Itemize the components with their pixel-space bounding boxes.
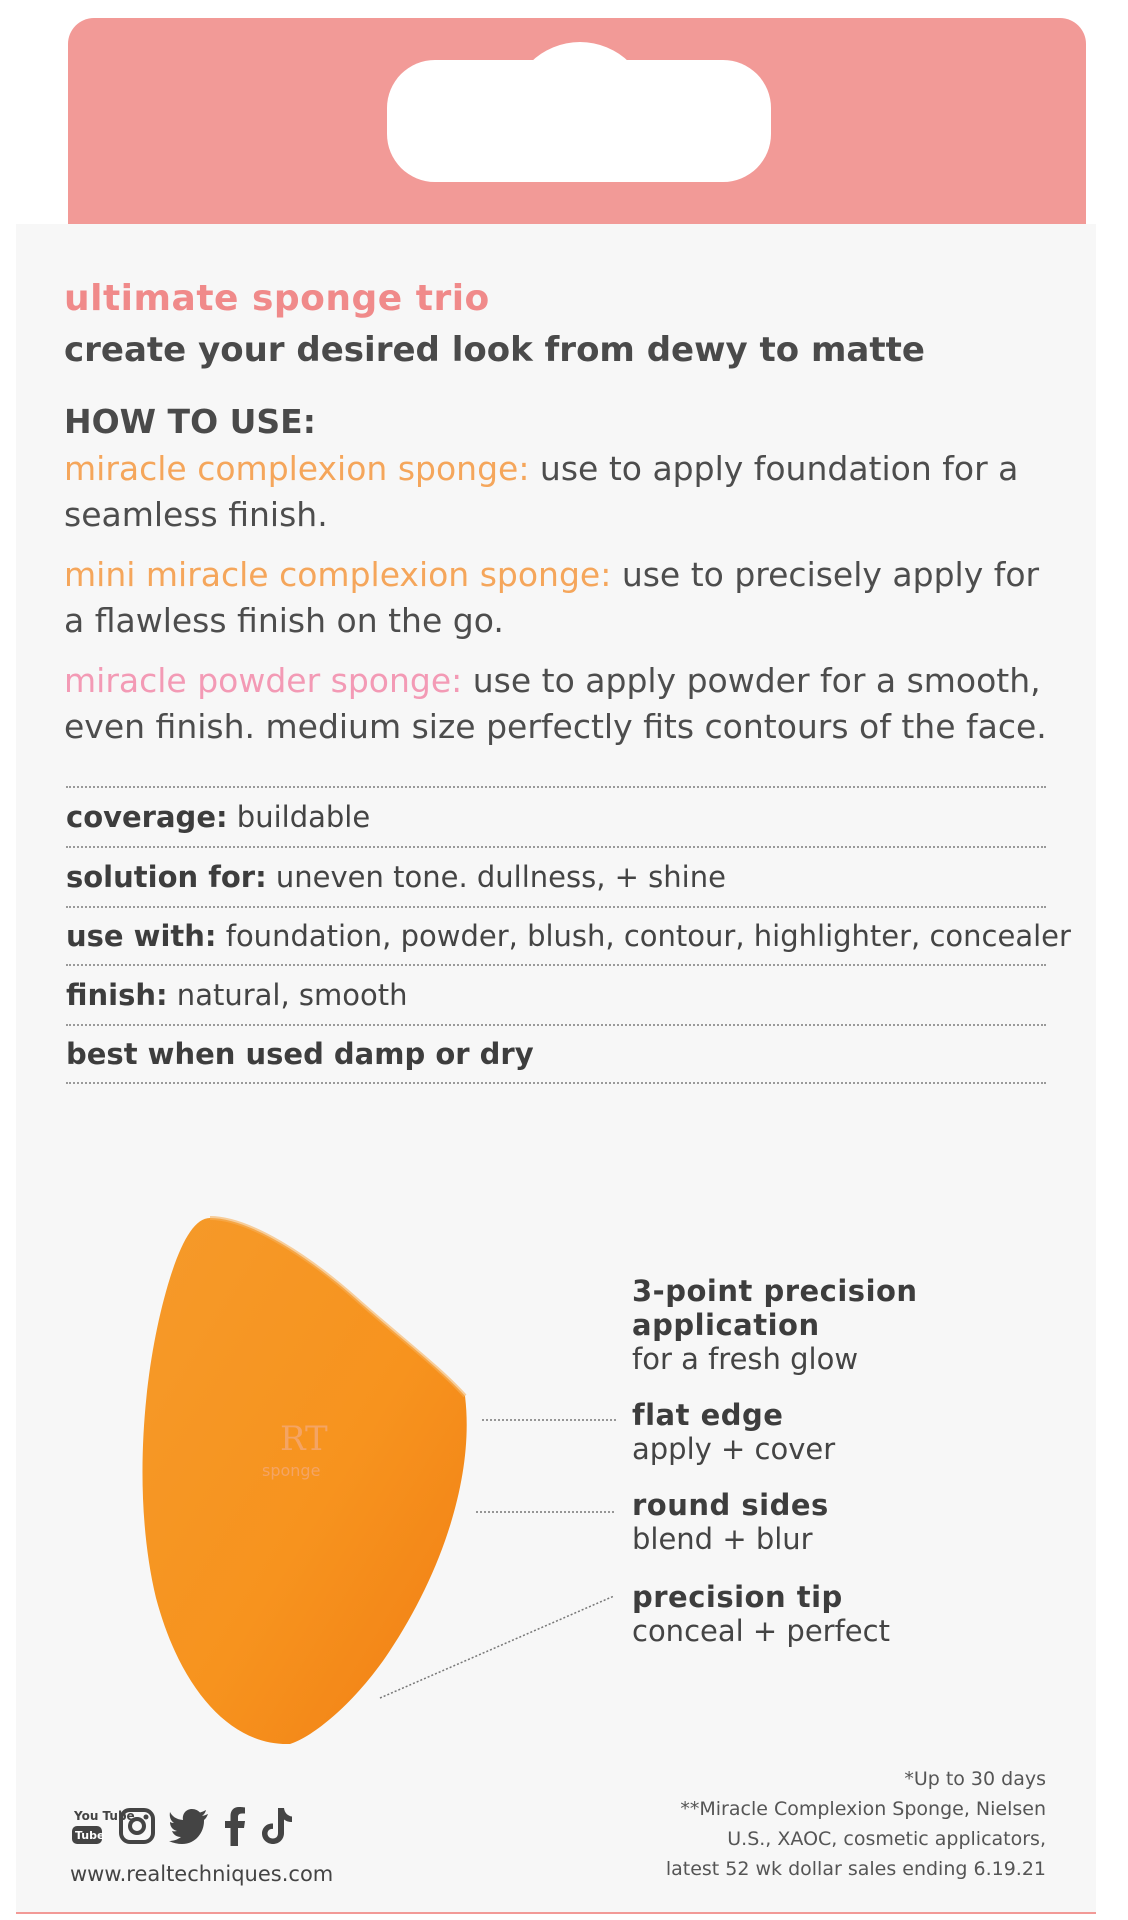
divider <box>66 1024 1046 1026</box>
sponge-logo-mark: RT <box>280 1419 328 1459</box>
hang-hole-slot <box>387 60 771 182</box>
svg-text:You Tube: You Tube <box>74 1809 135 1823</box>
footnote-line: **Miracle Complexion Sponge, Nielsen <box>680 1798 1046 1820</box>
divider <box>66 1082 1046 1084</box>
usage-item <box>64 658 1064 750</box>
callout-title: round sides <box>632 1488 829 1522</box>
spec-value: uneven tone. dullness, + shine <box>266 860 726 894</box>
callout-flat-edge <box>632 1398 835 1466</box>
callout-text: for a fresh glow <box>632 1342 859 1376</box>
product-title: ultimate sponge trio <box>64 278 490 319</box>
callout-leader-lines <box>370 1400 630 1710</box>
callout-text: conceal + perfect <box>632 1614 890 1648</box>
twitter-icon[interactable] <box>170 1808 210 1848</box>
usage-item <box>64 446 1064 538</box>
divider <box>66 906 1046 908</box>
spec-row <box>66 978 408 1012</box>
usage-label: mini miracle complexion sponge: <box>64 555 612 594</box>
spec-label: use with: <box>66 919 217 953</box>
spec-row <box>66 919 1071 953</box>
spec-label: finish: <box>66 978 168 1012</box>
callout-title: precision tip <box>632 1580 843 1614</box>
footnote-line: U.S., XAOC, cosmetic applicators, <box>727 1828 1046 1850</box>
footnote-line: *Up to 30 days <box>904 1768 1046 1790</box>
spec-label: coverage: <box>66 800 228 834</box>
leader-line-precision-tip <box>380 1596 614 1698</box>
how-to-use-heading: HOW TO USE: <box>64 402 316 441</box>
callout-text: blend + blur <box>632 1522 813 1556</box>
product-subtitle: create your desired look from dewy to matte <box>64 330 925 370</box>
callout-3-point <box>632 1274 932 1376</box>
spec-value: buildable <box>227 800 371 834</box>
spec-value: natural, smooth <box>167 978 408 1012</box>
divider <box>66 786 1046 788</box>
divider <box>66 846 1046 848</box>
usage-label: miracle powder sponge: <box>64 661 463 700</box>
divider <box>66 964 1046 966</box>
footnotes <box>626 1764 1046 1884</box>
spec-label: solution for: <box>66 860 267 894</box>
sponge-logo-word: sponge <box>262 1461 321 1480</box>
website-url[interactable]: www.realtechniques.com <box>70 1862 334 1886</box>
spec-row <box>66 800 370 834</box>
spec-value: foundation, powder, blush, contour, highlighter, concealer <box>216 919 1071 953</box>
instagram-icon[interactable] <box>118 1807 156 1849</box>
youtube-icon[interactable] <box>70 1806 135 1850</box>
spec-row <box>66 1037 534 1071</box>
spec-row <box>66 860 726 894</box>
facebook-icon[interactable] <box>224 1806 246 1850</box>
social-icons <box>70 1806 294 1850</box>
usage-item <box>64 552 1064 644</box>
callout-title: flat edge <box>632 1398 784 1432</box>
usage-label: miracle complexion sponge: <box>64 449 530 488</box>
usage-text: use to precisely apply for a flawless finish on the go. <box>64 555 1040 640</box>
callout-text: apply + cover <box>632 1432 836 1466</box>
tiktok-icon[interactable] <box>260 1806 294 1850</box>
svg-text:Tube: Tube <box>75 1829 105 1842</box>
usage-text: use to apply powder for a smooth, even finish. medium size perfectly fits contours of the face. <box>64 661 1047 746</box>
callout-round-sides <box>632 1488 829 1556</box>
spec-label: best when used damp or dry <box>66 1037 534 1071</box>
callout-precision-tip <box>632 1580 890 1648</box>
callout-title: 3-point precision application <box>632 1274 918 1342</box>
footnote-line: latest 52 wk dollar sales ending 6.19.21 <box>665 1858 1046 1880</box>
usage-text: use to apply foundation for a seamless finish. <box>64 449 1019 534</box>
